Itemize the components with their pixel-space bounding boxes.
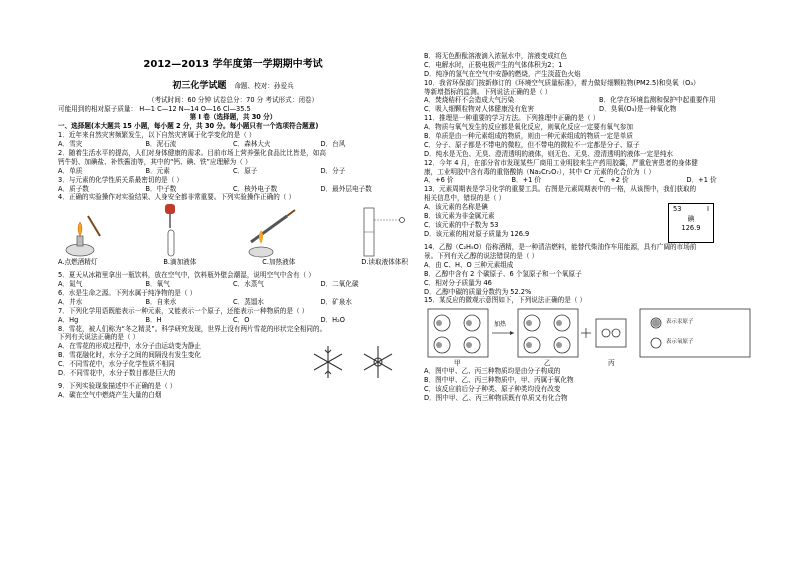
part-one-heading: 第 Ⅰ 卷（选择题，共 30 分） bbox=[189, 113, 277, 122]
label-yi: 乙 bbox=[544, 359, 551, 368]
dropper-figure bbox=[155, 202, 195, 258]
question-5: 5．夏天从冰箱里拿出一瓶饮料，放在空气中，饮料瓶外壁会潮湿，说明空气中含有（ ） bbox=[58, 271, 315, 280]
reaction-diagram-graphic bbox=[424, 305, 774, 367]
q11-option-b: B．单质是由一种元素组成的物质，则由一种元素组成的物质一定是单质 bbox=[424, 132, 633, 141]
option: C．原子 bbox=[233, 166, 258, 175]
question-12: 12．今年 4 月，在部分省市发现某些厂商用工业明胶来生产药用胶囊，严重危害患者的身体健 bbox=[424, 158, 698, 167]
q1-options bbox=[58, 140, 408, 149]
element-top-row bbox=[669, 204, 713, 215]
option: D．二氧化碳 bbox=[320, 280, 359, 289]
heating-liquid-figure bbox=[241, 202, 301, 258]
arrow-label: 加热 bbox=[494, 321, 507, 329]
caption: B.滴加液体 bbox=[163, 258, 197, 267]
option: D．臭氧(O₃)是一种氧化物 bbox=[599, 105, 677, 114]
option: D．矿泉水 bbox=[320, 297, 352, 306]
right-column bbox=[424, 0, 774, 403]
question-1: 1．近年来自然灾害频繁发生，以下自然灾害属于化学变化的是（ ） bbox=[58, 131, 256, 140]
option: C．吸入细颗粒物对人体健康没有危害 bbox=[424, 105, 535, 114]
question-2-cont: 钙牛奶、加碘盐、补铁酱油等，其中的“钙、碘、铁”应理解为（ ） bbox=[58, 157, 252, 166]
label-bing: 丙 bbox=[608, 359, 615, 368]
option: A．在雪花的形成过程中，水分子由运动变为静止 bbox=[58, 342, 201, 351]
q14-option-c: C．相对分子质量为 46 bbox=[424, 278, 492, 287]
legend-mercury: 表示汞原子 bbox=[666, 319, 694, 326]
option: D．最外层电子数 bbox=[320, 184, 372, 193]
question-7: 7．下列化学用语既能表示一种元素，又能表示一个原子，还能表示一种物质的是（ ） bbox=[58, 306, 309, 315]
q7-options bbox=[58, 316, 408, 325]
option: B．中子数 bbox=[145, 184, 177, 193]
q9-option-d: D．纯净的氢气在空气中安静的燃烧，产生淡蓝色火焰 bbox=[424, 69, 581, 78]
option: C．该元素的中子数为 53 bbox=[424, 220, 499, 229]
option: C．水蒸气 bbox=[233, 280, 264, 289]
q4-figures bbox=[58, 202, 408, 258]
option: D．台风 bbox=[320, 140, 346, 149]
q8-block bbox=[58, 342, 408, 382]
exam-info: （考试时间：60 分钟 试卷总分：70 分 考试形式：闭卷） bbox=[147, 95, 319, 104]
q13-options bbox=[424, 203, 668, 243]
exam-title: 2012—2013 学年度第一学期期中考试 bbox=[143, 59, 323, 70]
q15-option-d: D．图中甲、乙、丙三种物质既有单质又有化合物 bbox=[424, 394, 568, 403]
option: A．该元素的名称是碘 bbox=[424, 203, 488, 212]
question-9: 9．下列实验现象描述中不正确的是（ ） bbox=[58, 382, 177, 391]
option: C．核外电子数 bbox=[233, 184, 278, 193]
alcohol-lamp-lighting-figure bbox=[58, 206, 108, 258]
question-12-cont: 康，工业明胶中含有毒的重铬酸钠（Na₂Cr₂O₇），其中 Cr 元素的化合价为（ ） bbox=[424, 167, 655, 176]
q5-options bbox=[58, 280, 408, 289]
option: A．Hg bbox=[58, 315, 79, 324]
question-3: 3．与元素的化学性质关系最密切的是（ ） bbox=[58, 175, 183, 184]
option: D．+1 价 bbox=[686, 176, 717, 185]
option: D．H₂O bbox=[320, 315, 345, 324]
q14-option-d: D．乙醇中碳的质量分数约为 52.2% bbox=[424, 287, 532, 296]
reaction-diagram bbox=[424, 305, 774, 367]
option: B．该元素为非金属元素 bbox=[424, 212, 495, 221]
q2-options bbox=[58, 167, 408, 176]
option: B．自来水 bbox=[145, 297, 177, 306]
option: A．单质 bbox=[58, 166, 83, 175]
option: B．化学在环境监测和保护中起重要作用 bbox=[599, 96, 716, 105]
option: D．不同雪花中，水分子数目都是巨大的 bbox=[58, 369, 176, 378]
question-4: 4．正确的实验操作对实验结果、人身安全都非常重要。下列实验操作正确的（ ） bbox=[58, 193, 296, 202]
caption: D.读取液体体积 bbox=[361, 258, 408, 267]
q9-option-b: B．将无色酚酞溶液滴入浓氨水中，溶液变成红色 bbox=[424, 52, 567, 60]
q14-option-a: A．由 C、H、O 三种元素组成 bbox=[424, 260, 514, 269]
q15-option-a: A．图中甲、乙、丙三种物质均是由分子构成的 bbox=[424, 367, 561, 376]
option: B．元素 bbox=[145, 166, 170, 175]
option: A．雪灾 bbox=[58, 140, 83, 149]
authors: 命题、校对：孙爱兵 bbox=[234, 81, 294, 90]
exam-subtitle bbox=[58, 80, 408, 92]
option: B．泥石流 bbox=[145, 140, 177, 149]
question-14-cont: 景。下列有关乙醇的说法错误的是（ ） bbox=[424, 252, 539, 261]
q11-option-a: A．物质与氧气发生的反应都是氧化反应，则氧化反应一定要有氧气参加 bbox=[424, 123, 633, 132]
q15-option-b: B．图中甲、乙、丙三种物质中，甲、丙属于氧化物 bbox=[424, 376, 574, 385]
snowflake-illustration bbox=[298, 342, 408, 382]
option: C．不同雪花中，水分子化学性质不相同 bbox=[58, 360, 175, 369]
question-14: 14．乙醇（C₂H₅O）俗称酒精，是一种清洁燃料，能替代柴油作车用能源，具有广阔的市场前 bbox=[424, 243, 697, 252]
option: D．分子 bbox=[320, 166, 346, 175]
question-8: 8．雪花，被人们称为“冬之精灵”。科学研究发现，世界上没有两片雪花的形状完全相同的。 bbox=[58, 324, 327, 333]
question-10-cont: 等新增指标的监测。下列说法正确的是（ ） bbox=[424, 87, 552, 96]
element-name: 碘 bbox=[687, 215, 695, 224]
option: B．+1 价 bbox=[511, 176, 542, 185]
reading-volume-figure bbox=[348, 202, 408, 258]
option: C．蒸馏水 bbox=[233, 297, 264, 306]
subtitle-text: 初三化学试题 bbox=[172, 80, 227, 91]
option: A．+6 价 bbox=[424, 176, 454, 185]
q4-captions bbox=[58, 258, 408, 267]
q11-option-d: D．纯水是无色、无臭、澄清透明的液体，则无色、无臭、澄清透明的液体一定是纯水 bbox=[424, 149, 674, 158]
option: C．+2 价 bbox=[599, 176, 629, 185]
option: B．雪花融化时，水分子之间的间隔没有发生变化 bbox=[58, 351, 201, 360]
option: B．氧气 bbox=[145, 280, 170, 289]
atomic-mass: 126.9 bbox=[681, 223, 701, 232]
option: D．该元素的相对原子质量为 126.9 bbox=[424, 229, 530, 238]
option: A．氮气 bbox=[58, 280, 83, 289]
caption: A.点燃酒精灯 bbox=[58, 258, 98, 267]
question-10: 10．我省环保部门按新修订的《环境空气质量标准》，着力做好细颗粒物(PM2.5)和臭氧（O₃） bbox=[424, 78, 700, 87]
option: C．森林大火 bbox=[233, 140, 271, 149]
question-8-cont: 下列有关说法正确的是（ ） bbox=[58, 333, 140, 342]
q14-option-b: B．乙醇中含有 2 个碳原子、6 个氢原子和一个氧原子 bbox=[424, 269, 582, 278]
caption: C.加热液体 bbox=[262, 258, 296, 267]
atomic-masses: 可能用到的相对原子质量： H—1 C—12 N—14 O—16 Cl—35.5 bbox=[58, 104, 251, 113]
question-13: 13．元素周期表是学习化学的重要工具。右图是元素周期表中的一格，从该图中，我们获取的 bbox=[424, 185, 697, 194]
element-symbol: I bbox=[707, 205, 709, 214]
option: A．焚烧秸秆不会造成大气污染 bbox=[424, 96, 515, 105]
question-13-cont: 相关信息中，错误的是（ ） bbox=[424, 194, 506, 203]
q9-option-a: A．碳在空气中燃烧产生大量的白烟 bbox=[58, 391, 162, 400]
option: B．H bbox=[145, 315, 162, 324]
question-6: 6．水是生命之源。下列水属于纯净物的是（ ） bbox=[58, 289, 197, 297]
element-cell bbox=[668, 203, 714, 243]
option: C．O bbox=[233, 315, 250, 324]
question-2: 2．随着生活水平的提高，人们对身体健康的需求。目前市场上营养强化食品比比皆是，如高 bbox=[58, 148, 326, 157]
q6-options bbox=[58, 298, 408, 307]
q13-block bbox=[424, 203, 774, 243]
option: A．质子数 bbox=[58, 184, 89, 193]
q9-option-c: C．电解水时，正极电极产生的气体体积为2；1 bbox=[424, 60, 563, 69]
question-11: 11．推理是一种重要的学习方法。下列推理中正确的是（ ） bbox=[424, 114, 600, 123]
q10-options bbox=[424, 96, 774, 114]
label-jia: 甲 bbox=[454, 359, 461, 368]
section-one-heading: 一、选择题(本大题共 15 小题，每小题 2 分，共 30 分。每小题只有一个选项符合题意) bbox=[58, 122, 319, 131]
q8-options bbox=[58, 342, 298, 382]
q15-option-c: C．该反应前后分子种类、原子种类均没有改变 bbox=[424, 385, 561, 394]
atomic-number: 53 bbox=[673, 205, 682, 214]
q11-option-c: C．分子、原子都是不带电的微粒，但不带电的微粒不一定都是分子、原子 bbox=[424, 140, 640, 149]
option: A．井水 bbox=[58, 297, 83, 306]
left-column bbox=[58, 0, 408, 400]
question-15: 15．某反应的微观示意图如下，下列说法正确的是（ ） bbox=[424, 296, 587, 305]
legend-oxygen: 表示氧原子 bbox=[666, 339, 694, 346]
